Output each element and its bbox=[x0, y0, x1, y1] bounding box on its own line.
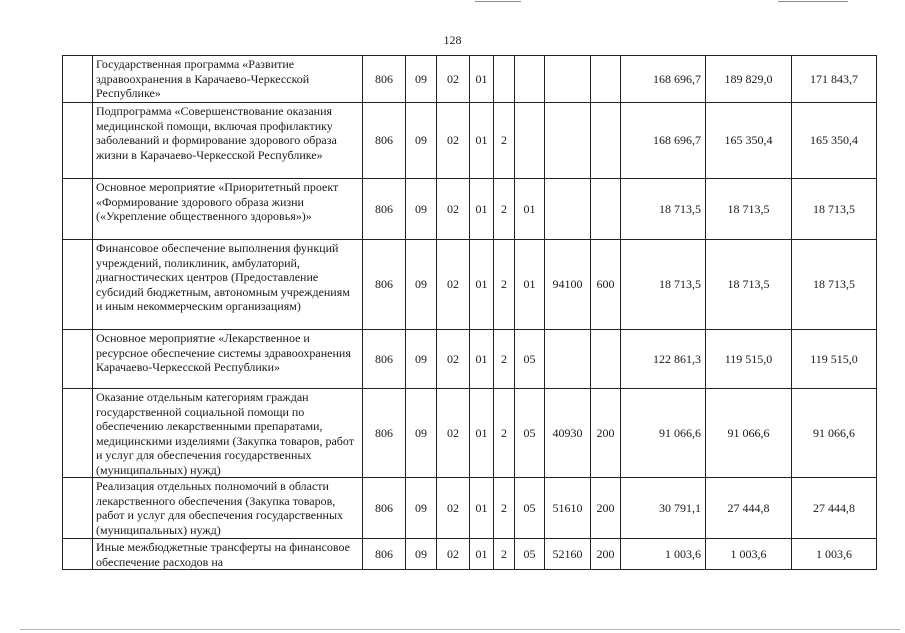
cell-y2021: 171 843,7 bbox=[792, 56, 877, 103]
cell-expense-type bbox=[591, 56, 621, 103]
cell-expense-type: 200 bbox=[591, 478, 621, 539]
cell-subsection: 02 bbox=[437, 103, 470, 179]
cell-y2019: 1 003,6 bbox=[621, 539, 706, 570]
cell-activity: 05 bbox=[515, 478, 545, 539]
cell-subprogram: 2 bbox=[494, 478, 515, 539]
cell-activity bbox=[515, 56, 545, 103]
cell-subsection: 02 bbox=[437, 56, 470, 103]
cell-activity: 05 bbox=[515, 539, 545, 570]
cell-y2020: 27 444,8 bbox=[706, 478, 792, 539]
cell-subsection: 02 bbox=[437, 478, 470, 539]
cell-ministry: 806 bbox=[363, 240, 406, 330]
table-row bbox=[63, 56, 877, 103]
table-row bbox=[63, 539, 877, 570]
cell-y2019: 18 713,5 bbox=[621, 179, 706, 240]
row-index-cell bbox=[63, 179, 93, 240]
cell-ministry: 806 bbox=[363, 330, 406, 389]
cell-y2019: 18 713,5 bbox=[621, 240, 706, 330]
cell-ministry: 806 bbox=[363, 539, 406, 570]
cell-subprogram: 2 bbox=[494, 539, 515, 570]
cell-section: 09 bbox=[406, 539, 437, 570]
row-index-cell bbox=[63, 539, 93, 570]
cell-section: 09 bbox=[406, 103, 437, 179]
cell-program: 01 bbox=[470, 330, 494, 389]
scan-edge-bottom bbox=[20, 629, 900, 630]
budget-table bbox=[62, 55, 877, 570]
cell-y2019: 91 066,6 bbox=[621, 389, 706, 478]
cell-ministry: 806 bbox=[363, 478, 406, 539]
row-name-cell: Государственная программа «Развитие здравоохранения в Карачаево-Черкесской Республике» bbox=[93, 56, 363, 103]
row-index-cell bbox=[63, 56, 93, 103]
cell-y2020: 18 713,5 bbox=[706, 179, 792, 240]
cell-section: 09 bbox=[406, 389, 437, 478]
cell-activity: 01 bbox=[515, 179, 545, 240]
cell-y2020: 165 350,4 bbox=[706, 103, 792, 179]
row-index-cell bbox=[63, 478, 93, 539]
cell-subsection: 02 bbox=[437, 389, 470, 478]
cell-y2021: 18 713,5 bbox=[792, 179, 877, 240]
cell-section: 09 bbox=[406, 330, 437, 389]
cell-y2021: 91 066,6 bbox=[792, 389, 877, 478]
cell-section: 09 bbox=[406, 56, 437, 103]
cell-y2020: 1 003,6 bbox=[706, 539, 792, 570]
table-row bbox=[63, 240, 877, 330]
row-name-cell: Реализация отдельных полномочий в области лекарственного обеспечения (Закупка товаров, работ и услуг для обеспечения государственных (муниципальных) нужд) bbox=[93, 478, 363, 539]
cell-activity: 01 bbox=[515, 240, 545, 330]
scan-edge-top-right bbox=[778, 1, 848, 2]
cell-program: 01 bbox=[470, 103, 494, 179]
cell-subsection: 02 bbox=[437, 240, 470, 330]
row-name-cell: Основное мероприятие «Лекарственное и ресурсное обеспечение системы здравоохранения Карачаево-Черкесской Республики» bbox=[93, 330, 363, 389]
page-number: 128 bbox=[443, 33, 462, 47]
cell-direction: 51610 bbox=[545, 478, 591, 539]
cell-direction bbox=[545, 56, 591, 103]
cell-y2021: 119 515,0 bbox=[792, 330, 877, 389]
cell-section: 09 bbox=[406, 240, 437, 330]
cell-ministry: 806 bbox=[363, 103, 406, 179]
cell-activity bbox=[515, 103, 545, 179]
cell-direction: 94100 bbox=[545, 240, 591, 330]
table-row bbox=[63, 103, 877, 179]
cell-subprogram: 2 bbox=[494, 103, 515, 179]
row-name-cell: Оказание отдельным категориям граждан государственной социальной помощи по обеспечению лекарственными препаратами, медицинскими изделиями (Закупка товаров, работ и услуг для обеспечения государственных (муниципальных) нужд) bbox=[93, 389, 363, 478]
cell-subsection: 02 bbox=[437, 179, 470, 240]
cell-expense-type bbox=[591, 179, 621, 240]
cell-subprogram: 2 bbox=[494, 330, 515, 389]
cell-y2021: 18 713,5 bbox=[792, 240, 877, 330]
row-name-cell: Основное мероприятие «Приоритетный проект «Формирование здорового образа жизни («Укрепление общественного здоровья»)» bbox=[93, 179, 363, 240]
cell-program: 01 bbox=[470, 539, 494, 570]
cell-subprogram: 2 bbox=[494, 389, 515, 478]
cell-ministry: 806 bbox=[363, 389, 406, 478]
cell-program: 01 bbox=[470, 56, 494, 103]
cell-y2020: 119 515,0 bbox=[706, 330, 792, 389]
cell-y2021: 1 003,6 bbox=[792, 539, 877, 570]
row-index-cell bbox=[63, 330, 93, 389]
cell-expense-type: 600 bbox=[591, 240, 621, 330]
row-name-cell: Иные межбюджетные трансферты на финансовое обеспечение расходов на bbox=[93, 539, 363, 570]
cell-direction bbox=[545, 179, 591, 240]
cell-ministry: 806 bbox=[363, 56, 406, 103]
cell-direction: 52160 bbox=[545, 539, 591, 570]
table-row bbox=[63, 179, 877, 240]
row-name-cell: Финансовое обеспечение выполнения функций учреждений, поликлиник, амбулаторий, диагностических центров (Предоставление субсидий бюджетным, автономным учреждениям и иным некоммерческим организациям) bbox=[93, 240, 363, 330]
cell-subprogram: 2 bbox=[494, 179, 515, 240]
cell-expense-type bbox=[591, 330, 621, 389]
table-row bbox=[63, 330, 877, 389]
cell-section: 09 bbox=[406, 179, 437, 240]
row-index-cell bbox=[63, 103, 93, 179]
cell-program: 01 bbox=[470, 240, 494, 330]
cell-y2021: 165 350,4 bbox=[792, 103, 877, 179]
cell-y2021: 27 444,8 bbox=[792, 478, 877, 539]
cell-y2020: 189 829,0 bbox=[706, 56, 792, 103]
budget-table-body bbox=[63, 56, 877, 570]
cell-direction: 40930 bbox=[545, 389, 591, 478]
row-name-cell: Подпрограмма «Совершенствование оказания медицинской помощи, включая профилактику заболеваний и формирование здорового образа жизни в Карачаево-Черкесской Республике» bbox=[93, 103, 363, 179]
cell-expense-type: 200 bbox=[591, 539, 621, 570]
cell-y2019: 168 696,7 bbox=[621, 103, 706, 179]
cell-program: 01 bbox=[470, 179, 494, 240]
cell-subprogram: 2 bbox=[494, 240, 515, 330]
cell-direction bbox=[545, 103, 591, 179]
cell-y2020: 91 066,6 bbox=[706, 389, 792, 478]
cell-y2020: 18 713,5 bbox=[706, 240, 792, 330]
cell-y2019: 30 791,1 bbox=[621, 478, 706, 539]
cell-y2019: 168 696,7 bbox=[621, 56, 706, 103]
cell-activity: 05 bbox=[515, 389, 545, 478]
cell-section: 09 bbox=[406, 478, 437, 539]
cell-subsection: 02 bbox=[437, 539, 470, 570]
cell-y2019: 122 861,3 bbox=[621, 330, 706, 389]
table-row bbox=[63, 478, 877, 539]
cell-activity: 05 bbox=[515, 330, 545, 389]
cell-expense-type bbox=[591, 103, 621, 179]
cell-subprogram bbox=[494, 56, 515, 103]
table-row bbox=[63, 389, 877, 478]
row-index-cell bbox=[63, 240, 93, 330]
scan-edge-top bbox=[475, 1, 521, 2]
cell-ministry: 806 bbox=[363, 179, 406, 240]
cell-direction bbox=[545, 330, 591, 389]
cell-program: 01 bbox=[470, 389, 494, 478]
cell-expense-type: 200 bbox=[591, 389, 621, 478]
cell-subsection: 02 bbox=[437, 330, 470, 389]
row-index-cell bbox=[63, 389, 93, 478]
cell-program: 01 bbox=[470, 478, 494, 539]
